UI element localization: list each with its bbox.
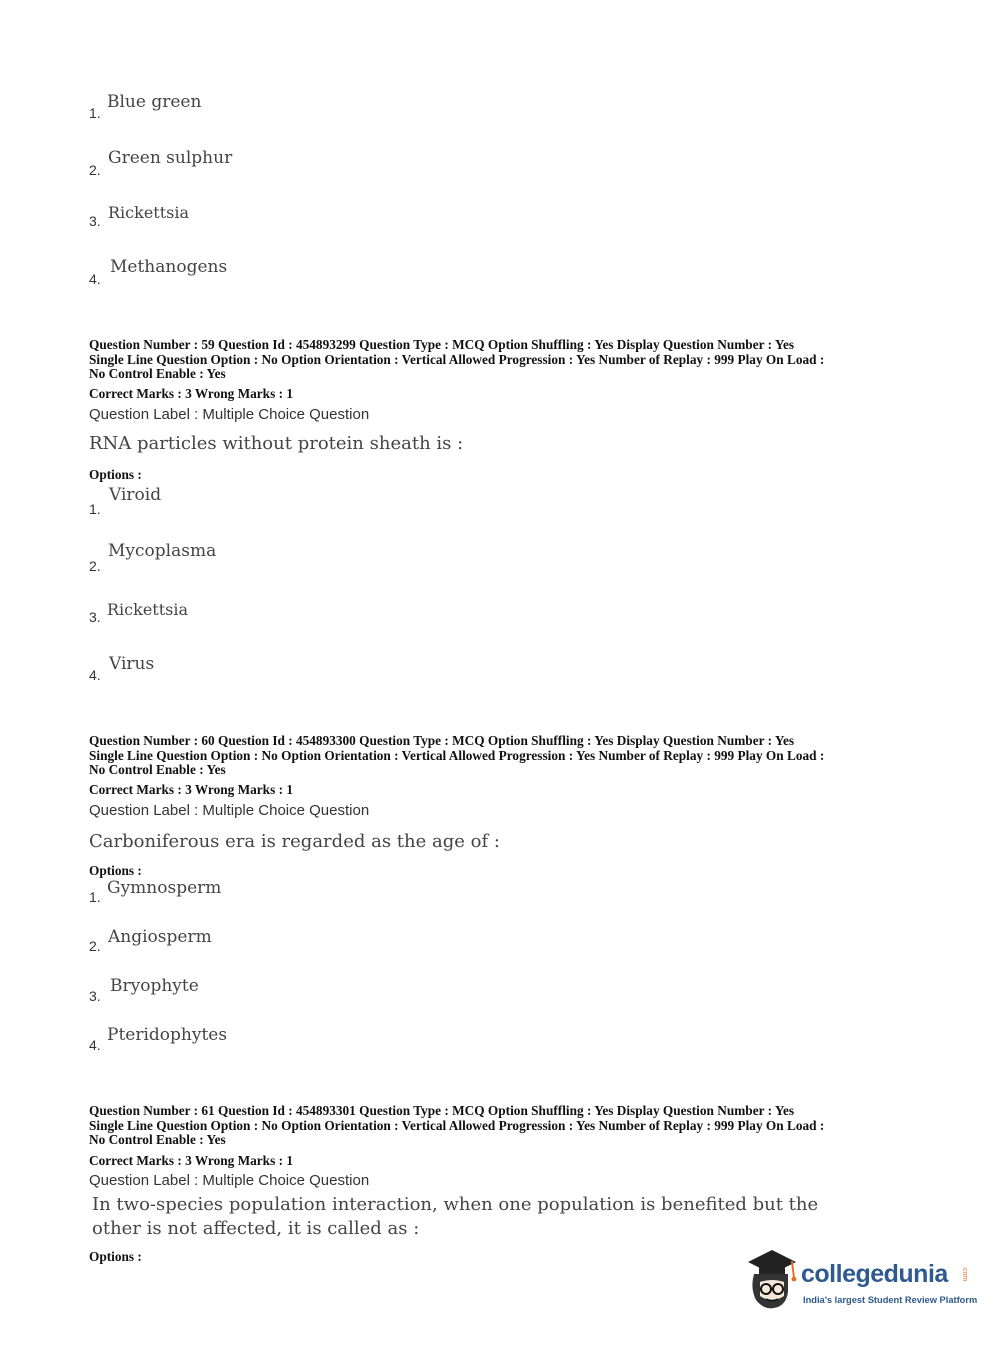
option-number: 4. bbox=[89, 271, 101, 287]
question-meta-line: Question Number : 61 Question Id : 454893301 Question Type : MCQ Option Shuffling : Yes Display Question Number : Yes bbox=[89, 1103, 795, 1118]
options-label: Options : bbox=[89, 1249, 142, 1264]
question-text: other is not affected, it is called as : bbox=[92, 1218, 420, 1239]
question-label: Question Label : Multiple Choice Question bbox=[89, 802, 370, 819]
option-number: 1. bbox=[89, 105, 101, 121]
brand-com: .com bbox=[961, 1266, 968, 1282]
option-text: Rickettsia bbox=[108, 203, 190, 222]
option-text: Green sulphur bbox=[108, 148, 233, 168]
question-meta-line: Single Line Question Option : No Option Orientation : Vertical Allowed Progression : Yes Number of Replay : 999 Play On Load : bbox=[89, 351, 825, 367]
collegedunia-logo bbox=[742, 1248, 978, 1318]
option-number: 2. bbox=[89, 938, 101, 954]
question-text: RNA particles without protein sheath is : bbox=[89, 433, 464, 454]
question-meta-line: No Control Enable : Yes bbox=[89, 762, 226, 778]
question-text: Carboniferous era is regarded as the age of : bbox=[89, 831, 500, 852]
option-text: Blue green bbox=[107, 92, 202, 112]
option-text: Bryophyte bbox=[110, 976, 199, 996]
marks: Correct Marks : 3 Wrong Marks : 1 bbox=[89, 386, 293, 401]
question-meta-line: Question Number : 60 Question Id : 454893300 Question Type : MCQ Option Shuffling : Yes Display Question Number : Yes bbox=[89, 733, 795, 748]
question-meta-line: No Control Enable : Yes bbox=[89, 366, 226, 382]
marks: Correct Marks : 3 Wrong Marks : 1 bbox=[89, 782, 293, 797]
option-number: 4. bbox=[89, 667, 101, 683]
question-label: Question Label : Multiple Choice Question bbox=[89, 1172, 370, 1189]
option-text: Gymnosperm bbox=[107, 878, 222, 898]
brand-name: collegedunia bbox=[801, 1260, 948, 1288]
option-number: 4. bbox=[89, 1037, 101, 1053]
question-label: Question Label : Multiple Choice Question bbox=[89, 406, 370, 423]
mascot-icon bbox=[742, 1248, 802, 1318]
option-number: 3. bbox=[89, 988, 101, 1004]
brand-tagline: India's largest Student Review Platform bbox=[803, 1295, 978, 1305]
option-number: 2. bbox=[89, 558, 101, 574]
option-text: Virus bbox=[109, 654, 155, 674]
option-text: Viroid bbox=[109, 485, 162, 505]
option-text: Mycoplasma bbox=[108, 541, 217, 561]
option-number: 1. bbox=[89, 501, 101, 517]
option-text: Pteridophytes bbox=[107, 1025, 228, 1045]
option-number: 3. bbox=[89, 609, 101, 625]
question-meta-line: Single Line Question Option : No Option Orientation : Vertical Allowed Progression : Yes Number of Replay : 999 Play On Load : bbox=[89, 747, 825, 763]
option-number: 1. bbox=[89, 889, 101, 905]
question-meta-line: Single Line Question Option : No Option Orientation : Vertical Allowed Progression : Yes Number of Replay : 999 Play On Load : bbox=[89, 1117, 825, 1133]
options-label: Options : bbox=[89, 863, 142, 878]
option-number: 3. bbox=[89, 213, 101, 229]
options-label: Options : bbox=[89, 467, 142, 482]
option-text: Methanogens bbox=[110, 257, 228, 277]
question-meta-line: Question Number : 59 Question Id : 454893299 Question Type : MCQ Option Shuffling : Yes Display Question Number : Yes bbox=[89, 337, 795, 352]
marks: Correct Marks : 3 Wrong Marks : 1 bbox=[89, 1153, 293, 1168]
option-text: Rickettsia bbox=[107, 600, 189, 619]
option-text: Angiosperm bbox=[108, 927, 212, 947]
question-meta-line: No Control Enable : Yes bbox=[89, 1132, 226, 1148]
option-number: 2. bbox=[89, 162, 101, 178]
question-text: In two-species population interaction, when one population is benefited but the bbox=[92, 1194, 819, 1215]
